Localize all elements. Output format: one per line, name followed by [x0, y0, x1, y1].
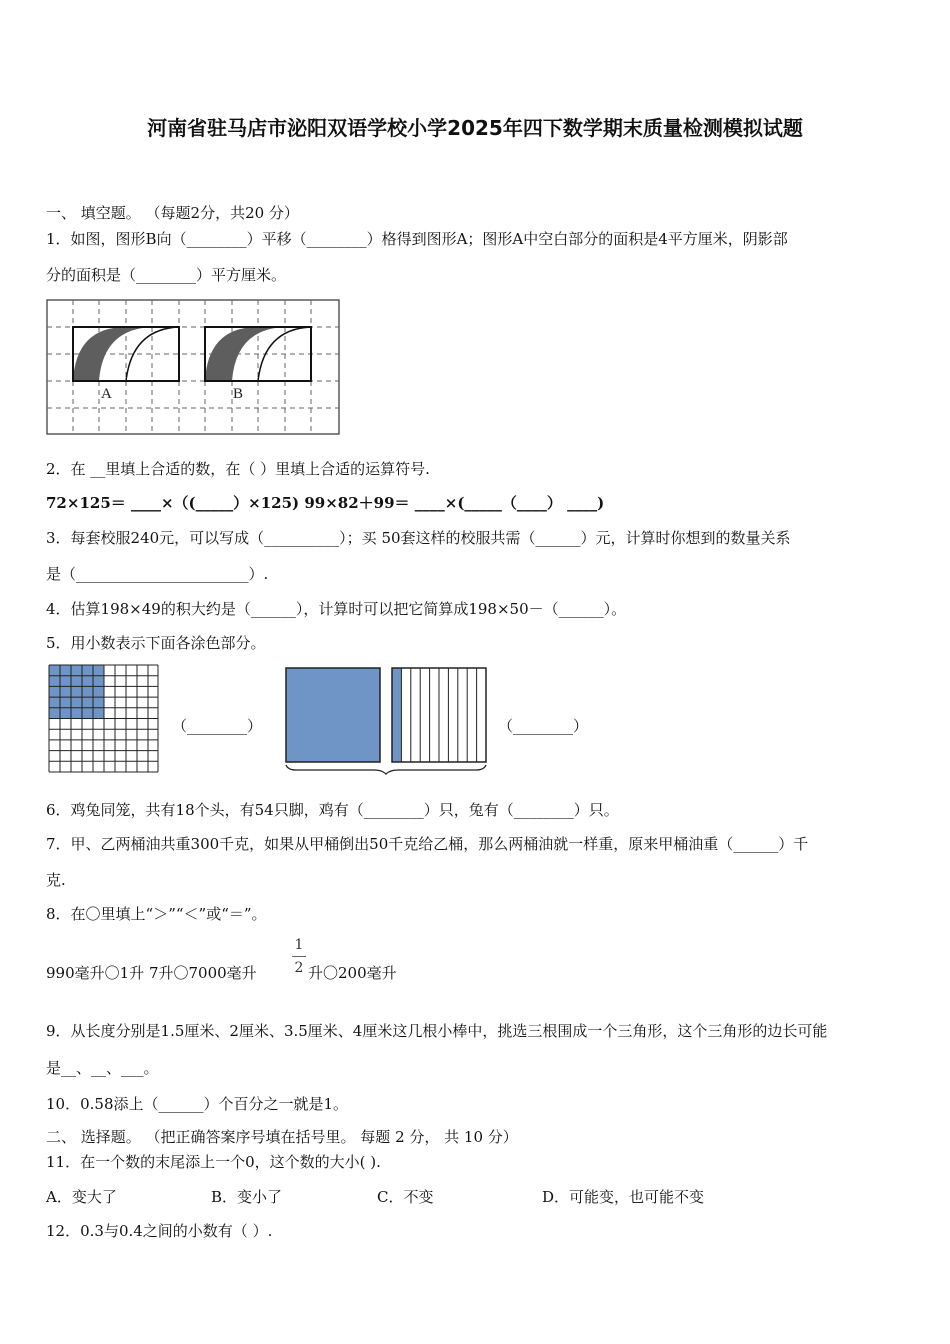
question-2-line-2: 72×125＝ ____×（(_____）×125) 99×82＋99＝ ____×(_____（____） ____) — [46, 494, 605, 512]
question-8-part-1: 990毫升〇1升 7升〇7000毫升 — [46, 964, 257, 982]
section-1-heading: 一、 填空题。 （每题2分，共20 分） — [46, 204, 299, 222]
fraction-numerator: 1 — [294, 937, 304, 953]
question-7-line-1: 7．甲、乙两桶油共重300千克，如果从甲桶倒出50千克给乙桶，那么两桶油就一样重，原来甲桶油重（______）千 — [46, 835, 809, 853]
page-title: 河南省驻马店市泌阳双语学校小学2025年四下数学期末质量检测模拟试题 — [147, 116, 803, 140]
hundred-grid-figure — [46, 662, 160, 774]
question-8-line-1: 8．在〇里填上“＞”“＜”或“＝”。 — [46, 905, 267, 923]
question-3-line-2: 是（_______________________）. — [46, 565, 269, 583]
question-3-line-1: 3．每套校服240元，可以写成（__________）；买 50套这样的校服共需（______）元，计算时你想到的数量关系 — [46, 529, 791, 547]
question-9-line-1: 9．从长度分别是1.5厘米、2厘米、3.5厘米、4厘米这几根小棒中，挑选三根围成一个三角形，这个三角形的边长可能 — [46, 1022, 828, 1040]
question-10: 10．0.58添上（______）个百分之一就是1。 — [46, 1095, 349, 1113]
question-5-blank-2: （________） — [498, 717, 589, 735]
fraction-denominator: 2 — [294, 960, 304, 976]
question-6: 6．鸡兔同笼，共有18个头，有54只脚，鸡有（________）只，兔有（________）只。 — [46, 801, 619, 819]
option-c: C．不变 — [377, 1188, 434, 1206]
question-2-line-1: 2．在 __里填上合适的数，在（ ）里填上合适的运算符号. — [46, 460, 430, 478]
question-4: 4．估算198×49的积大约是（______），计算时可以把它简算成198×50－（______）。 — [46, 600, 627, 618]
question-5-blank-1: （________） — [172, 717, 263, 735]
tenths-figure — [284, 666, 488, 776]
option-a: A．变大了 — [46, 1188, 117, 1206]
question-1-line-1: 1．如图，图形B向（________）平移（________）格得到图形A；图形A中空白部分的面积是4平方厘米，阴影部 — [46, 230, 788, 248]
question-5-line-1: 5．用小数表示下面各涂色部分。 — [46, 634, 266, 652]
question-8-part-2: 升〇200毫升 — [308, 964, 397, 982]
question-7-line-2: 克. — [46, 871, 66, 889]
option-d: D．可能变，也可能不变 — [542, 1188, 705, 1206]
question-1-line-2: 分的面积是（________）平方厘米。 — [46, 266, 287, 284]
half-fraction — [292, 936, 306, 977]
question-11-stem: 11．在一个数的末尾添上一个0，这个数的大小( ). — [46, 1153, 381, 1171]
option-b: B．变小了 — [211, 1188, 283, 1206]
question-9-line-2: 是__、__、___。 — [46, 1059, 159, 1077]
label-a: A — [101, 386, 112, 402]
translation-grid-figure — [46, 299, 342, 437]
section-2-heading: 二、 选择题。 （把正确答案序号填在括号里。 每题 2 分， 共 10 分） — [46, 1128, 518, 1146]
label-b: B — [233, 386, 244, 402]
question-12: 12．0.3与0.4之间的小数有（ ）. — [46, 1222, 273, 1240]
